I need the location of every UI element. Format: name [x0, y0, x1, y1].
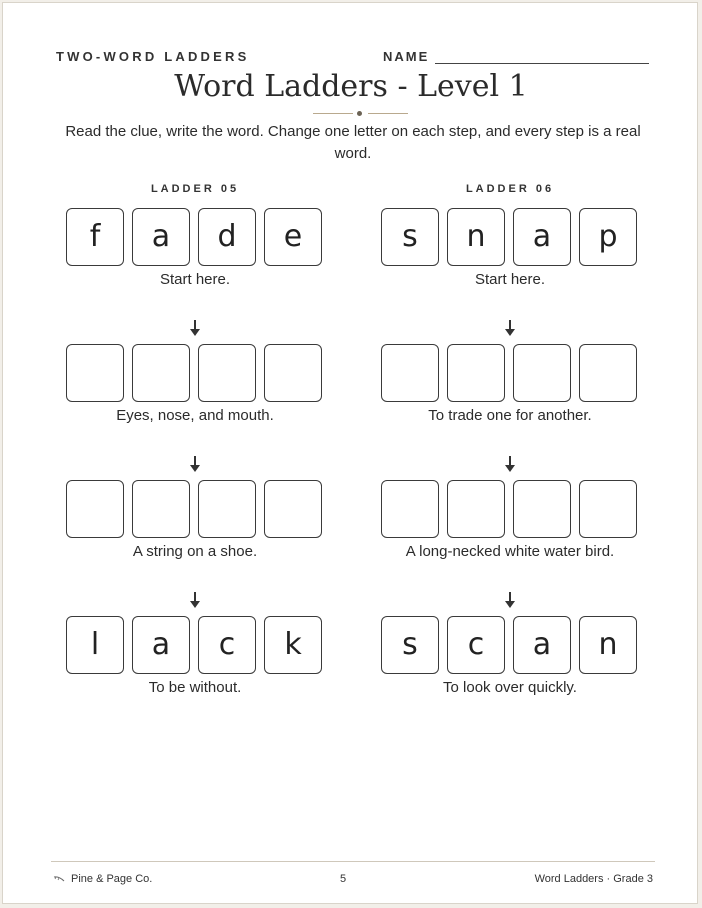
- letter-box[interactable]: [381, 344, 439, 402]
- clue-text: To be without.: [148, 679, 242, 696]
- letter-box[interactable]: [264, 480, 322, 538]
- letter-box: e: [264, 208, 322, 266]
- clue-text: To trade one for another.: [428, 407, 592, 424]
- letter-box[interactable]: [447, 344, 505, 402]
- letter-box[interactable]: [132, 480, 190, 538]
- letter-box: k: [264, 616, 322, 674]
- down-arrow-icon: [189, 456, 201, 474]
- title-divider: [313, 110, 408, 118]
- letter-box: a: [513, 208, 571, 266]
- footer-book-title: Word Ladders · Grade 3: [534, 873, 653, 885]
- letter-box: d: [198, 208, 256, 266]
- letter-box: c: [198, 616, 256, 674]
- letter-box[interactable]: [66, 480, 124, 538]
- down-arrow-icon: [189, 320, 201, 338]
- footer-divider: [51, 861, 655, 862]
- letter-box[interactable]: [513, 480, 571, 538]
- letter-box[interactable]: [447, 480, 505, 538]
- publisher-name: Pine & Page Co.: [71, 873, 153, 885]
- clue-text: A long-necked white water bird.: [405, 543, 615, 560]
- letter-box[interactable]: [579, 480, 637, 538]
- down-arrow-icon: [504, 592, 516, 610]
- clue-text: To look over quickly.: [443, 679, 577, 696]
- letter-box[interactable]: [66, 344, 124, 402]
- letter-box: a: [132, 208, 190, 266]
- letter-box: c: [447, 616, 505, 674]
- letter-box: n: [447, 208, 505, 266]
- page-number: 5: [339, 873, 347, 885]
- letter-box: f: [66, 208, 124, 266]
- letter-box: a: [132, 616, 190, 674]
- clue-text: Eyes, nose, and mouth.: [116, 407, 274, 424]
- clue-text: Start here.: [159, 271, 231, 288]
- letter-box: p: [579, 208, 637, 266]
- down-arrow-icon: [504, 320, 516, 338]
- down-arrow-icon: [504, 456, 516, 474]
- ladder-label: LADDER 05: [150, 183, 240, 195]
- name-label: NAME: [383, 49, 430, 64]
- letter-box[interactable]: [198, 344, 256, 402]
- series-label: TWO-WORD LADDERS: [56, 49, 250, 64]
- down-arrow-icon: [189, 592, 201, 610]
- letter-box[interactable]: [579, 344, 637, 402]
- ladder-label: LADDER 06: [465, 183, 555, 195]
- clue-text: Start here.: [474, 271, 546, 288]
- name-field-line[interactable]: [435, 63, 649, 64]
- letter-box: n: [579, 616, 637, 674]
- clue-text: A string on a shoe.: [132, 543, 258, 560]
- letter-box: s: [381, 616, 439, 674]
- worksheet-page: [2, 2, 698, 904]
- letter-box[interactable]: [381, 480, 439, 538]
- letter-box: a: [513, 616, 571, 674]
- letter-box: l: [66, 616, 124, 674]
- letter-box: s: [381, 208, 439, 266]
- page-title: Word Ladders - Level 1: [174, 69, 528, 104]
- letter-box[interactable]: [132, 344, 190, 402]
- letter-box[interactable]: [198, 480, 256, 538]
- instructions: Read the clue, write the word. Change one letter on each step, and every step is a real word.: [65, 123, 641, 162]
- letter-box[interactable]: [264, 344, 322, 402]
- letter-box[interactable]: [513, 344, 571, 402]
